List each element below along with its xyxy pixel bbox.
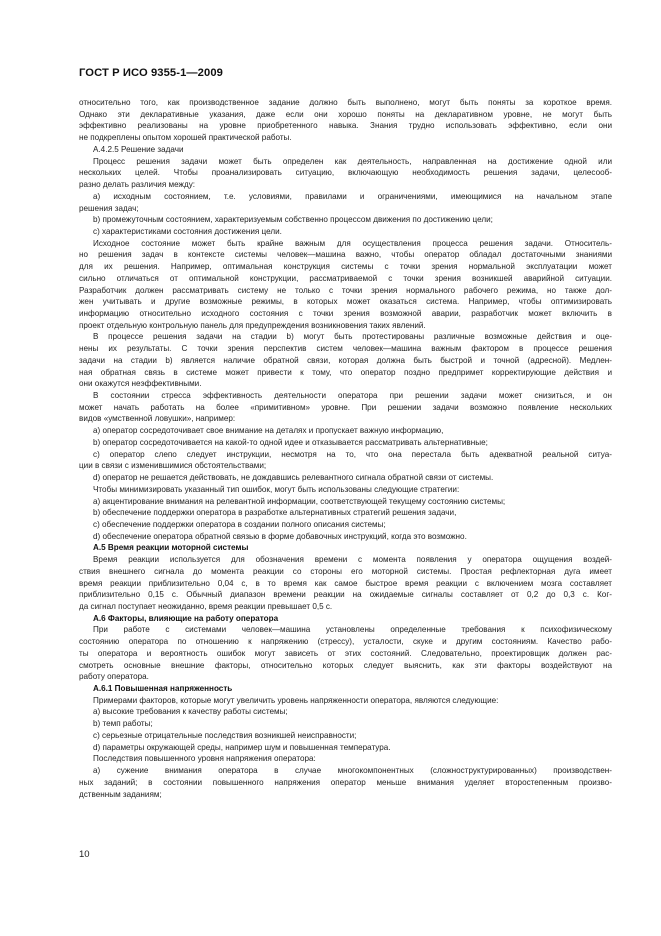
text-line: Исходное состояние может быть крайне важным для осуществления процесса решения задачи. Относитель- [93,238,612,248]
text-line: d) оператор не решается действовать, не дождавшись релевантного сигнала обратной связи от системы. [93,473,494,482]
text-line: Последствия повышенного уровня напряжения оператора: [93,754,316,764]
text-line: а) высокие требования к качеству работы системы; [93,707,288,717]
text-line: а) оператор сосредоточивает свое внимание на деталях и пропускает важную информацию, [93,426,444,436]
text-line: ная обратная связь в системе может привести к тому, что оператор поздно предпримет корректирующие действия и [79,367,612,377]
text-line: ствия внешнего сигнала до момента реакции со стороны его моторной системы. Простая рефлекторная дуга имеет [79,566,612,576]
text-line: ных заданий; в состоянии повышенного напряжения оператор меньше внимания уделяет второстепенным произво- [79,777,612,787]
text-line: для их решения. Например, оптимальная конструкция системы с точки зрения нормальной эксплуатации может [79,262,612,272]
text-line: может начать работать на более «примитивном» уровне. При решении задачи возможно появление нескольких [79,402,612,412]
text-line: относительно того, как производственное задание должно быть выполнено, могут быть поняты за короткое время. [79,98,612,107]
text-line: да сигнал поступает неожиданно, время реакции превышает 0,5 с. [79,602,333,611]
text-line: задачи на стадии b) является наличие обратной связи, которая должна быть быстрой и точной (адресной). Медлен- [79,355,612,365]
text-line: видов «умственной ловушки», например: [79,414,236,424]
text-line: нескольких целей. Чтобы проанализировать ситуацию, включающую необходимость решения задачи, целесооб- [79,168,612,178]
text-line: Разработчик должен рассматривать систему не только с точки зрения нормального рабочего режима, но также дол- [79,285,612,295]
text-line: не подкреплены опытом хорошей практической работы. [79,133,292,143]
text-line: b) обеспечение поддержки оператора в разработке альтернативных стратегий решения задачи, [93,508,457,518]
page-header-title: ГОСТ Р ИСО 9355-1—2009 [79,67,223,79]
text-line: b) темп работы; [93,719,153,729]
text-line: с) обеспечение поддержки оператора в создании полного описания системы; [93,519,386,529]
text-line: d) обеспечение оператора обратной связью в форме добавочных инструкций, когда это возможно. [93,531,467,541]
text-line: время реакции приблизительно 0,04 с, в то время как самое быстрое время реакции с включением мозга составляет [79,578,612,588]
section-heading: А.6 Факторы, влияющие на работу оператора [93,613,279,623]
text-line: они окажутся неэффективными. [79,379,202,389]
text-line: А.4.2.5 Решение задачи [93,144,184,154]
text-line: Однако эти декларативные указания, даже если они хорошо поняты на декларативном уровне, не могут быть [79,109,612,119]
text-line: с) серьезные отрицательные последствия возникшей неисправности; [93,730,357,740]
text-line: с) характеристиками состояния достижения цели. [93,226,282,236]
section-heading: А.5 Время реакции моторной системы [93,543,249,553]
text-line: Процесс решения задачи может быть определен как деятельность, направленная на достижение одной или [93,156,612,166]
text-line: решения задач; [79,203,139,213]
page-number: 10 [79,849,90,860]
text-line: b) промежуточным состоянием, характеризуемым собственно процессом движения по достижению цели; [93,215,493,225]
text-line: а) акцентирование внимания на релевантной информации, соответствующей текущему состоянию системы; [93,496,506,506]
text-line: В состоянии стресса эффективность деятельности оператора при решении задачи может снизиться, и он [93,391,612,400]
text-line: Чтобы минимизировать указанный тип ошибок, могут быть использованы следующие стратегии: [93,484,460,494]
text-line: нены их результаты. С точки зрения перспектив систем человек—машина важным фактором в процессе решения [79,344,612,354]
text-line: ции в связи с изменившимися обстоятельствами; [79,461,267,471]
text-line: смотреть основные внешние факторы, относительно которых следует выяснить, как эти факторы воздействуют на [79,660,612,670]
text-line: разно делать различия между: [79,180,196,189]
text-line: эффективно реализованы на уровне приобретенного навыка. Знания трудно использовать эффективно, если они [79,121,612,131]
text-line: жен учитывать и другие возможные режимы, в которых может оказаться система. Например, чтобы оптимизировать [79,297,612,307]
text-line: d) параметры окружающей среды, например шум и повышенная температура. [93,742,391,752]
text-line: а) сужение внимания оператора в случае многокомпонентных (сложноструктурированных) производствен- [93,766,612,775]
section-heading: А.6.1 Повышенная напряженность [93,684,233,693]
text-line: При работе с системами человек—машина установлены определенные требования к психофизическому [93,625,612,635]
text-line: состоянию оператора по отношению к напряжению (стрессу), усталости, скуке и другим состояниям. Качество рабо- [79,637,612,647]
text-line: дственным заданиям; [79,789,162,799]
text-line: проект отдельную контрольную панель для предупреждения возникновения таких явлений. [79,320,426,330]
text-line: сильно отличаться от оптимальной конструкции, рассматриваемой с точки зрения возникшей аварийной ситуации. [79,273,612,283]
text-line: с) оператор слепо следует инструкции, несмотря на то, что она перестала быть адекватной реальной ситуа- [93,449,612,459]
text-line: но решения задач в контексте системы человек—машина важно, чтобы оператор обладал достаточными знаниями [79,250,612,260]
text-line: ты оператора и вероятность ошибок могут зависеть от этих состояний. Следовательно, проектировщик должен рас- [79,648,612,658]
text-line: а) исходным состоянием, т.е. условиями, правилами и ограничениями, имеющимися на начальном этапе [93,191,612,201]
text-line: b) оператор сосредоточивается на какой-то одной идее и отказывается рассматривать альтернативные; [93,437,488,447]
text-line: работу оператора. [79,672,149,682]
text-line: В процессе решения задачи на стадии b) могут быть протестированы различные возможные действия и оце- [93,332,612,342]
text-line: приблизительно 0,15 с. Обычный диапазон времени реакции на ожидаемые сигналы составляет от 0,2 до 0,3 с. Ког- [79,590,612,600]
text-line: Время реакции используется для обозначения времени с момента появления у оператора ощущения воздей- [93,555,612,565]
text-line: информацию относительно исходного состояния с точки зрения возможной аварии, разработчик может включить в [79,309,612,318]
text-line: Примерами факторов, которые могут увеличить уровень напряженности оператора, являются следующие: [93,695,499,705]
